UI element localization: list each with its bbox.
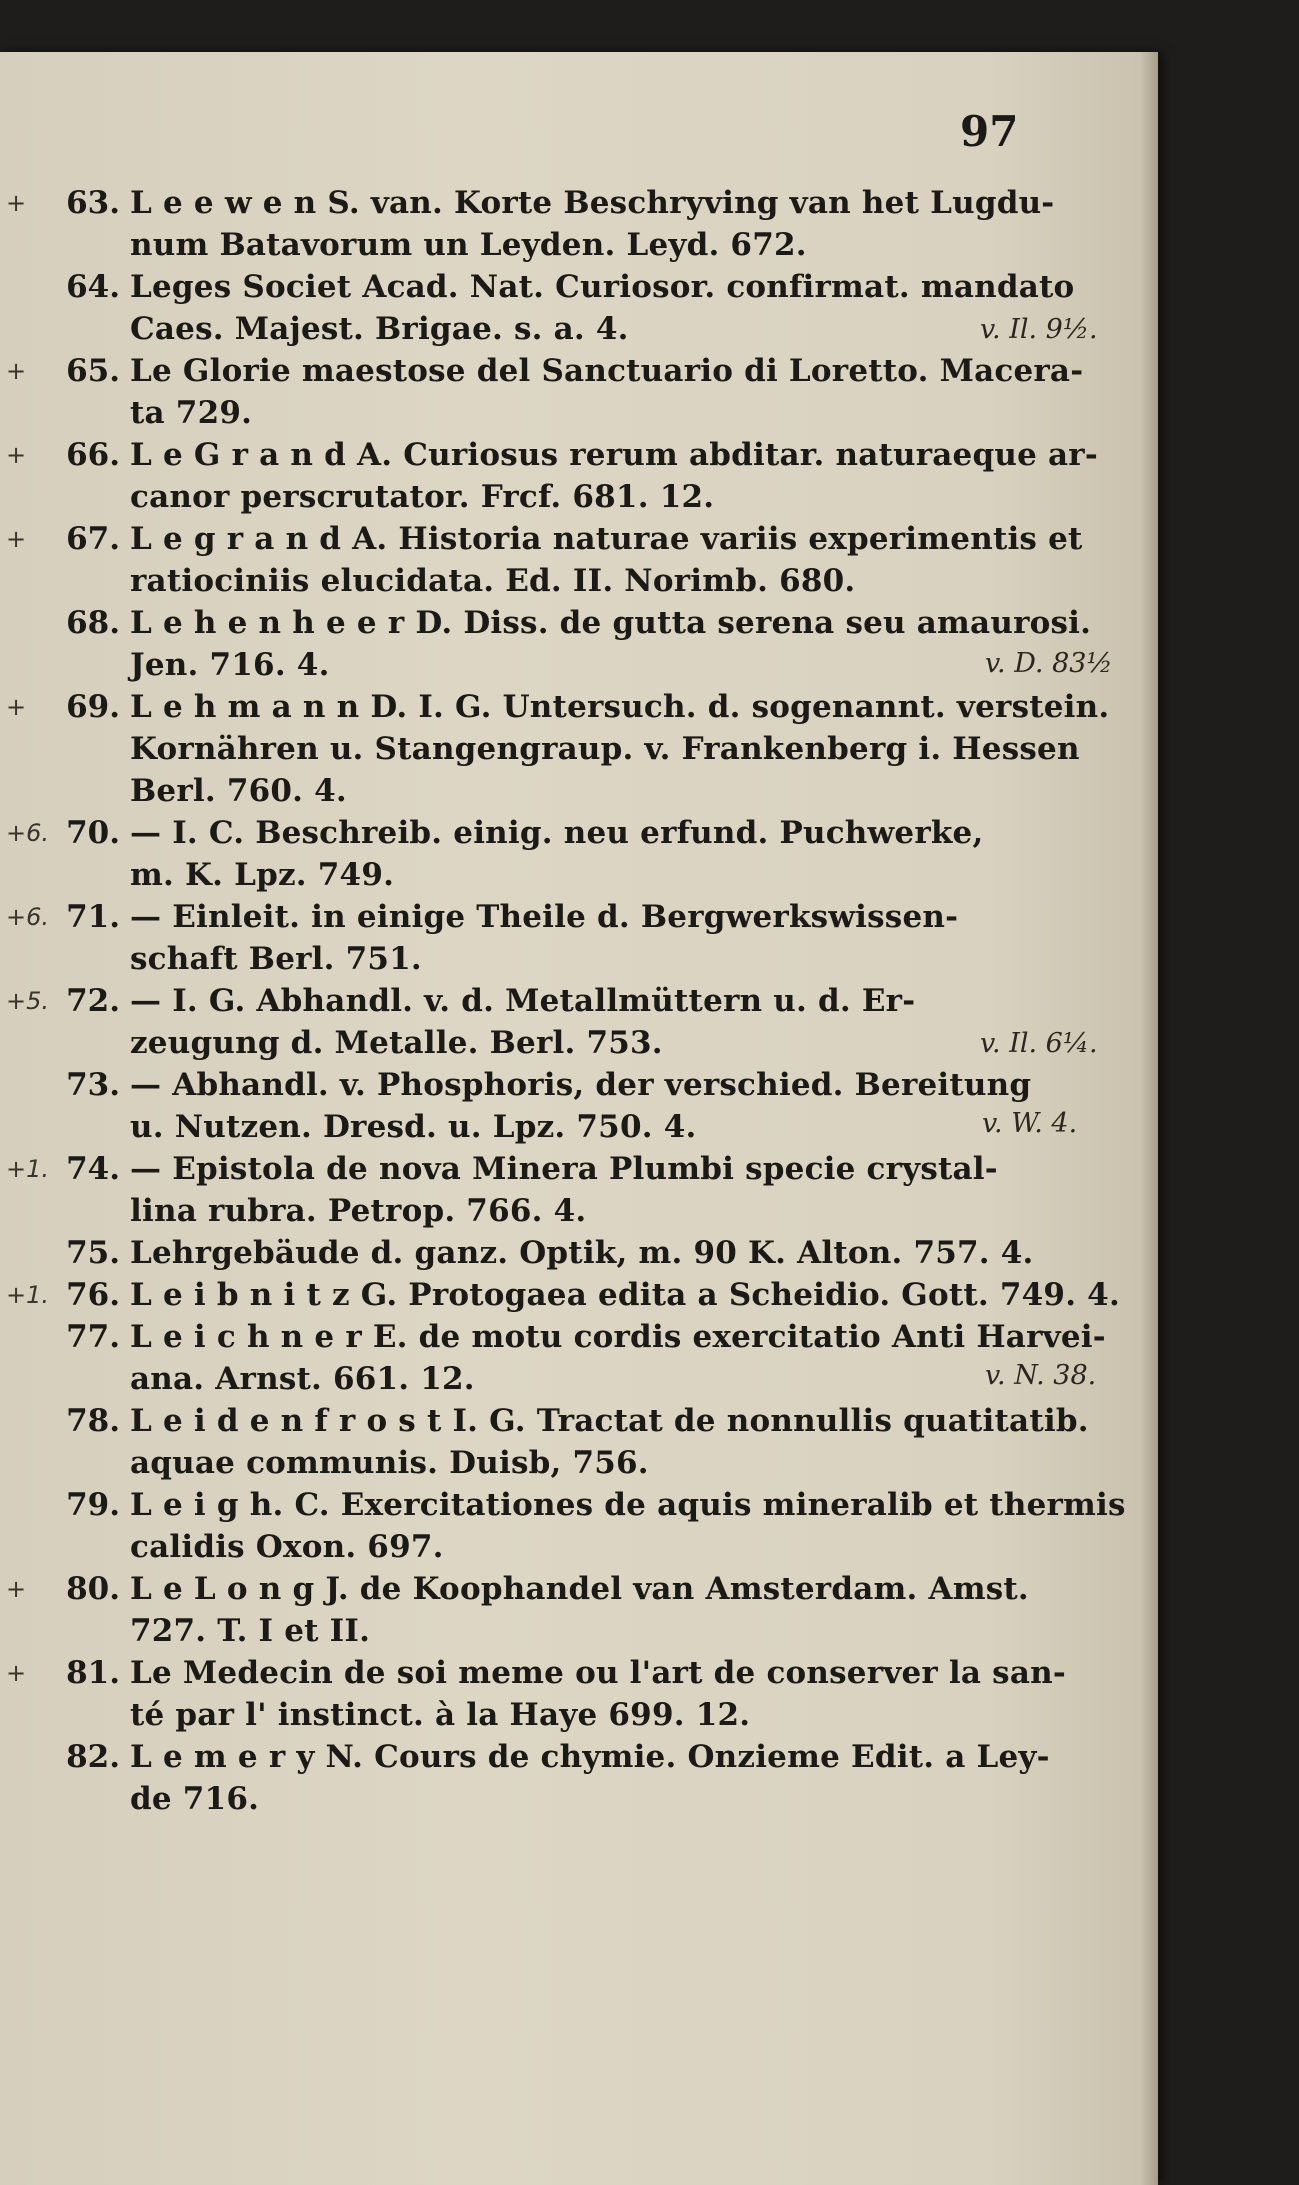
entry-number: 64. bbox=[66, 269, 120, 305]
handwritten-price-note: v. W. 4. bbox=[982, 1108, 1078, 1139]
entry-line-1: L e i d e n f r o s t I. G. Tractat de nonnullis quatitatib. bbox=[130, 1403, 1089, 1439]
entry-line-2: Caes. Majest. Brigae. s. a. 4. bbox=[130, 311, 629, 347]
entry-line-1: L e i c h n e r E. de motu cordis exercitatio Anti Harvei- bbox=[130, 1319, 1106, 1355]
entry-number: 77. bbox=[66, 1319, 120, 1355]
entry-line-2: canor perscrutator. Frcf. 681. 12. bbox=[130, 479, 715, 515]
entry-number: 70. bbox=[66, 815, 120, 851]
entry-number: 67. bbox=[66, 521, 120, 557]
margin-mark: + bbox=[6, 441, 27, 469]
entry-line-2: aquae communis. Duisb, 756. bbox=[130, 1445, 649, 1481]
entry-line-1: Leges Societ Acad. Nat. Curiosor. confirmat. mandato bbox=[130, 269, 1075, 305]
entry-number: 72. bbox=[66, 983, 120, 1019]
entry-line-1: Le Glorie maestose del Sanctuario di Loretto. Macera- bbox=[130, 353, 1084, 389]
entry-line-2: m. K. Lpz. 749. bbox=[130, 857, 395, 893]
entry-line-2: Kornähren u. Stangengraup. v. Frankenberg i. Hessen bbox=[130, 731, 1080, 767]
handwritten-price-note: v. Il. 6¼. bbox=[980, 1028, 1098, 1059]
entry-line-1: L e G r a n d A. Curiosus rerum abditar. naturaeque ar- bbox=[130, 437, 1098, 473]
entry-line-1: L e i b n i t z G. Protogaea edita a Scheidio. Gott. 749. 4. bbox=[130, 1277, 1120, 1313]
margin-mark: + bbox=[6, 1659, 27, 1687]
entry-number: 81. bbox=[66, 1655, 120, 1691]
entry-line-2: 727. T. I et II. bbox=[130, 1613, 371, 1649]
entry-line-1: — Abhandl. v. Phosphoris, der verschied. Bereitung bbox=[130, 1067, 1032, 1103]
margin-mark: +1. bbox=[6, 1155, 50, 1183]
handwritten-price-note: v. D. 83½ bbox=[985, 648, 1113, 679]
entry-number: 78. bbox=[66, 1403, 120, 1439]
entry-line-1: L e h e n h e e r D. Diss. de gutta serena seu amaurosi. bbox=[130, 605, 1092, 641]
margin-mark: +6. bbox=[6, 903, 50, 931]
margin-mark: +5. bbox=[6, 987, 50, 1015]
entry-line-1: L e m e r y N. Cours de chymie. Onzieme Edit. a Ley- bbox=[130, 1739, 1050, 1775]
entry-number: 79. bbox=[66, 1487, 120, 1523]
entry-line-2: ta 729. bbox=[130, 395, 253, 431]
entry-line-1: — Einleit. in einige Theile d. Bergwerkswissen- bbox=[130, 899, 959, 935]
margin-mark: + bbox=[6, 693, 27, 721]
entry-line-3: Berl. 760. 4. bbox=[130, 773, 347, 809]
entry-line-1: — Epistola de nova Minera Plumbi specie crystal- bbox=[130, 1151, 998, 1187]
entry-line-2: num Batavorum un Leyden. Leyd. 672. bbox=[130, 227, 807, 263]
entry-line-1: L e g r a n d A. Historia naturae variis experimentis et bbox=[130, 521, 1083, 557]
entry-number: 75. bbox=[66, 1235, 120, 1271]
entry-number: 73. bbox=[66, 1067, 120, 1103]
entry-number: 69. bbox=[66, 689, 120, 725]
page-number: 97 bbox=[960, 107, 1019, 156]
entry-line-1: L e i g h. C. Exercitationes de aquis mineralib et thermis bbox=[130, 1487, 1126, 1523]
entry-line-2: ana. Arnst. 661. 12. bbox=[130, 1361, 475, 1397]
entry-line-2: calidis Oxon. 697. bbox=[130, 1529, 444, 1565]
entry-line-1: Lehrgebäude d. ganz. Optik, m. 90 K. Alton. 757. 4. bbox=[130, 1235, 1034, 1271]
entry-line-1: L e h m a n n D. I. G. Untersuch. d. sogenannt. verstein. bbox=[130, 689, 1110, 725]
entry-number: 63. bbox=[66, 185, 120, 221]
entry-line-1: — I. C. Beschreib. einig. neu erfund. Puchwerke, bbox=[130, 815, 984, 851]
entry-number: 68. bbox=[66, 605, 120, 641]
handwritten-price-note: v. Il. 9½. bbox=[980, 314, 1098, 345]
entry-line-2: schaft Berl. 751. bbox=[130, 941, 422, 977]
entry-number: 80. bbox=[66, 1571, 120, 1607]
entry-number: 74. bbox=[66, 1151, 120, 1187]
entry-line-2: de 716. bbox=[130, 1781, 260, 1817]
entry-line-2: u. Nutzen. Dresd. u. Lpz. 750. 4. bbox=[130, 1109, 697, 1145]
entry-line-2: ratiociniis elucidata. Ed. II. Norimb. 680. bbox=[130, 563, 856, 599]
entry-line-2: Jen. 716. 4. bbox=[130, 647, 330, 683]
entry-line-2: zeugung d. Metalle. Berl. 753. bbox=[130, 1025, 663, 1061]
margin-mark: + bbox=[6, 357, 27, 385]
margin-mark: +6. bbox=[6, 819, 50, 847]
entry-line-1: L e e w e n S. van. Korte Beschryving van het Lugdu- bbox=[130, 185, 1055, 221]
margin-mark: + bbox=[6, 189, 27, 217]
handwritten-price-note: v. N. 38. bbox=[985, 1360, 1097, 1391]
entry-line-2: té par l' instinct. à la Haye 699. 12. bbox=[130, 1697, 751, 1733]
entry-line-1: — I. G. Abhandl. v. d. Metallmüttern u. d. Er- bbox=[130, 983, 916, 1019]
entry-line-1: Le Medecin de soi meme ou l'art de conserver la san- bbox=[130, 1655, 1066, 1691]
book-page bbox=[0, 52, 1158, 2185]
entry-line-2: lina rubra. Petrop. 766. 4. bbox=[130, 1193, 587, 1229]
margin-mark: + bbox=[6, 1575, 27, 1603]
entry-number: 65. bbox=[66, 353, 120, 389]
margin-mark: +1. bbox=[6, 1281, 50, 1309]
entry-line-1: L e L o n g J. de Koophandel van Amsterdam. Amst. bbox=[130, 1571, 1029, 1607]
entry-number: 66. bbox=[66, 437, 120, 473]
entry-number: 82. bbox=[66, 1739, 120, 1775]
margin-mark: + bbox=[6, 525, 27, 553]
entry-number: 76. bbox=[66, 1277, 120, 1313]
entry-number: 71. bbox=[66, 899, 120, 935]
